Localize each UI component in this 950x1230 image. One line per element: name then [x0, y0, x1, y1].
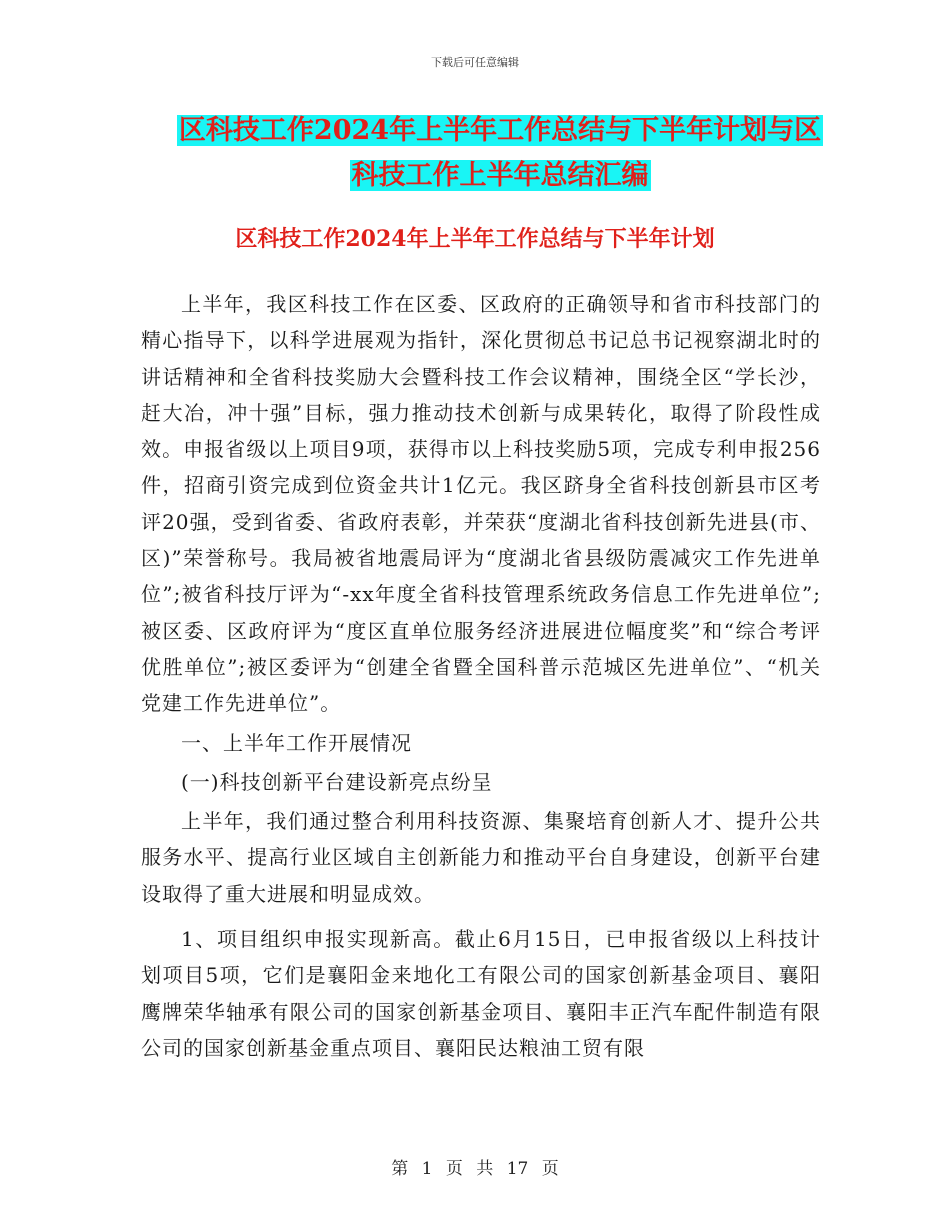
page-label-suffix: 页 — [541, 1159, 559, 1179]
page-current: 1 — [421, 1159, 433, 1179]
document-body — [141, 286, 821, 1066]
page-total-prefix: 共 — [476, 1159, 494, 1179]
body-paragraph: 上半年，我们通过整合利用科技资源、集聚培育创新人才、提升公共服务水平、提高行业区域自主创新能力和推动平台自身建设，创新平台建设取得了重大进展和明显成效。 — [141, 809, 821, 906]
page-label-prefix: 第 — [391, 1159, 409, 1179]
section-heading: 一、上半年工作开展情况 — [181, 730, 412, 755]
document-main-title — [130, 108, 870, 198]
subsection-heading: (一)科技创新平台建设新亮点纷呈 — [181, 769, 493, 794]
main-title-line-1: 区科技工作2024年上半年工作总结与下半年计划与区 — [178, 115, 822, 146]
header-note: 下载后可任意编辑 — [431, 56, 519, 69]
section-title: 区科技工作2024年上半年工作总结与下半年计划 — [235, 226, 715, 252]
body-paragraph: 上半年，我区科技工作在区委、区政府的正确领导和省市科技部门的精心指导下，以科学进展观为指针，深化贯彻总书记总书记视察湖北时的讲话精神和全省科技奖励大会暨科技工作会议精神，围绕全区“学长沙，赶大冶，冲十强”目标，强力推动技术创新与成果转化，取得了阶段性成效。申报省级以上项目9项，获得市以上科技奖励5项，完成专利申报256件，招商引资完成到位资金共计1亿元。我区跻身全省科技创新县市区考评20强，受到省委、省政府表彰，并荣获“度湖北省科技创新先进县(市、区)”荣誉称号。我局被省地震局评为“度湖北省县级防震减灾工作先进单位”;被省科技厅评为“-xx年度全省科技管理系统政务信息工作先进单位”;被区委、区政府评为“度区直单位服务经济进展进位幅度奖”和“综合考评优胜单位”;被区委评为“创建全省暨全国科普示范城区先进单位”、“机关党建工作先进单位”。 — [141, 292, 821, 716]
page-footer — [0, 1154, 950, 1179]
page-total: 17 — [506, 1159, 529, 1179]
main-title-line-2: 科技工作上半年总结汇编 — [351, 160, 649, 191]
body-paragraph: 1、项目组织申报实现新高。截止6月15日，已申报省级以上科技计划项目5项，它们是襄阳金来地化工有限公司的国家创新基金项目、襄阳鹰牌荣华轴承有限公司的国家创新基金项目、襄阳丰正汽车配件制造有限公司的国家创新基金重点项目、襄阳民达粮油工贸有限 — [141, 927, 821, 1060]
page-label-mid: 页 — [445, 1159, 463, 1179]
